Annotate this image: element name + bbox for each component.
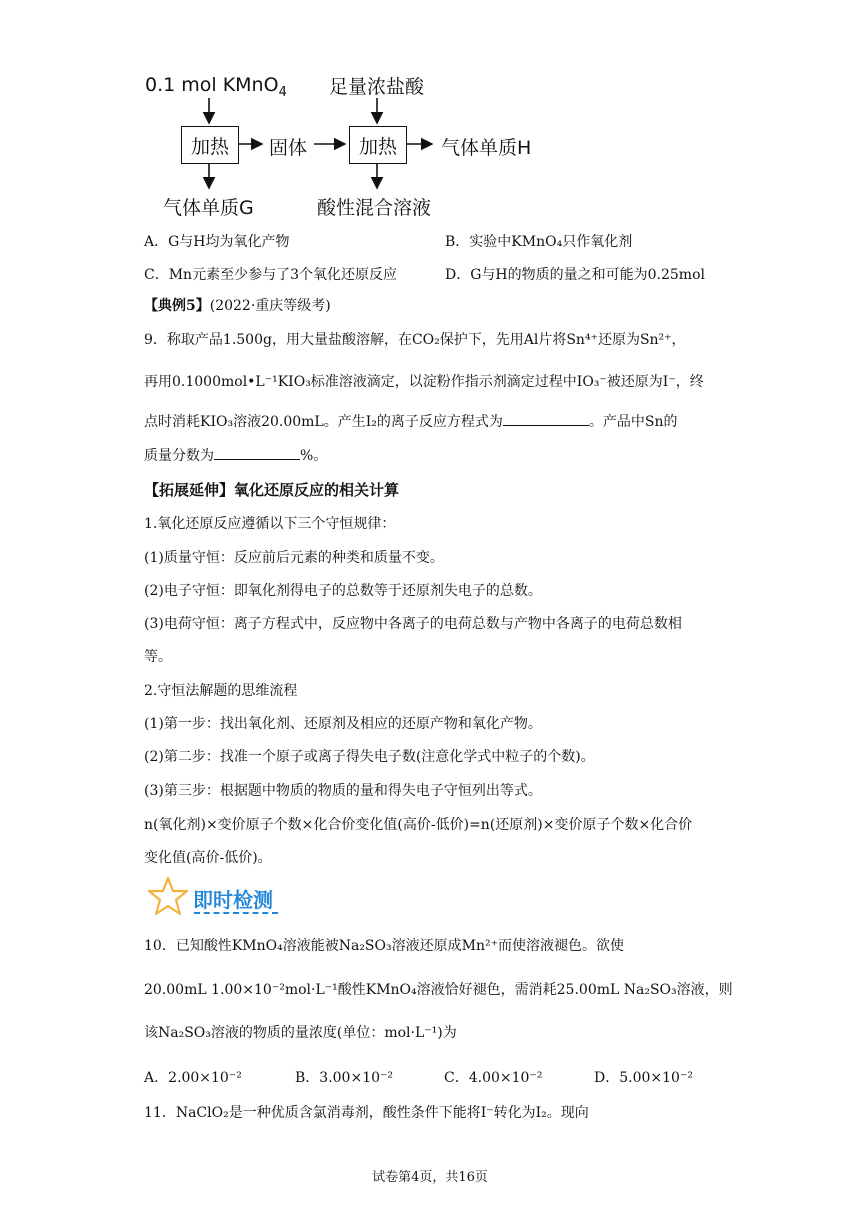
q11-line1: 11．NaClO₂是一种优质含氯消毒剂，酸性条件下能将I⁻转化为I₂。现向 (144, 1105, 589, 1121)
q10-line1: 10．已知酸性KMnO₄溶液能被Na₂SO₃溶液还原成Mn²⁺而使溶液褪色。欲使 (144, 938, 624, 954)
q9-line2: 再用0.1000mol•L⁻¹KIO₃标准溶液滴定，以淀粉作指示剂滴定过程中IO₃⁻被还原为I⁻，终 (144, 374, 704, 390)
q10-option-a: A．2.00×10⁻² (144, 1070, 242, 1086)
star-icon (147, 876, 189, 916)
extension-p5: 等。 (144, 649, 172, 665)
q9-blank-equation[interactable] (503, 411, 589, 426)
q9-line3: 点时消耗KIO₃溶液20.00mL。产生I₂的离子反应方程式为 。产品中Sn的 (144, 411, 677, 432)
gas-g-label: 气体单质G (163, 197, 254, 219)
q8-option-c: C．Mn元素至少参与了3个氧化还原反应 (144, 267, 397, 283)
heat-box-right: 加热 (349, 126, 407, 164)
q8-option-b: B．实验中KMnO₄只作氧化剂 (445, 234, 633, 250)
q9-line4: 质量分数为 %。 (144, 445, 327, 466)
gas-h-label: 气体单质H (441, 137, 532, 159)
reagent-kmno4: 0.1 mol KMnO$_4$ (145, 74, 287, 100)
acid-solution-label: 酸性混合溶液 (317, 197, 432, 219)
q10-line3: 该Na₂SO₃溶液的物质的量浓度(单位：mol·L⁻¹)为 (144, 1025, 457, 1041)
q8-option-d: D．G与H的物质的量之和可能为0.25mol (445, 267, 705, 283)
extension-p3: (2)电子守恒：即氧化剂得电子的总数等于还原剂失电子的总数。 (144, 583, 542, 599)
extension-p1: 1.氧化还原反应遵循以下三个守恒规律： (144, 516, 396, 532)
check-heading: 即时检测 (193, 888, 273, 912)
q10-option-c: C．4.00×10⁻² (444, 1070, 543, 1086)
heat-box-left: 加热 (181, 126, 239, 164)
extension-p8: (2)第二步：找准一个原子或离子得失电子数(注意化学式中粒子的个数)。 (144, 749, 595, 765)
q10-line2: 20.00mL 1.00×10⁻²mol·L⁻¹酸性KMnO₄溶液恰好褪色，需消耗25.00mL Na₂SO₃溶液，则 (144, 982, 733, 998)
extension-p6: 2.守恒法解题的思维流程 (144, 683, 298, 699)
solid-label: 固体 (269, 137, 308, 159)
extension-title: 【拓展延伸】氧化还原反应的相关计算 (144, 481, 400, 499)
extension-p7: (1)第一步：找出氧化剂、还原剂及相应的还原产物和氧化产物。 (144, 716, 542, 732)
check-heading-underline (194, 912, 278, 914)
reagent-hcl: 足量浓盐酸 (329, 76, 425, 98)
q9-line1: 9．称取产品1.500g，用大量盐酸溶解，在CO₂保护下，先用Al片将Sn⁴⁺还原为Sn²⁺， (144, 332, 686, 348)
page-footer: 试卷第4页，共16页 (372, 1170, 488, 1185)
q10-option-d: D．5.00×10⁻² (594, 1070, 693, 1086)
extension-p4: (3)电荷守恒：离子方程式中，反应物中各离子的电荷总数与产物中各离子的电荷总数相 (144, 616, 682, 632)
q8-option-a: A．G与H均为氧化产物 (144, 234, 290, 250)
example5-heading: 【典例5】(2022·重庆等级考) (144, 298, 331, 314)
extension-p9: (3)第三步：根据题中物质的物质的量和得失电子守恒列出等式。 (144, 783, 542, 799)
extension-p2: (1)质量守恒：反应前后元素的种类和质量不变。 (144, 550, 444, 566)
extension-p10: n(氧化剂)×变价原子个数×化合价变化值(高价-低价)=n(还原剂)×变价原子个数×化合价 (144, 817, 693, 833)
q10-option-b: B．3.00×10⁻² (295, 1070, 394, 1086)
extension-p11: 变化值(高价-低价)。 (144, 850, 272, 866)
q9-blank-percent[interactable] (214, 445, 300, 460)
